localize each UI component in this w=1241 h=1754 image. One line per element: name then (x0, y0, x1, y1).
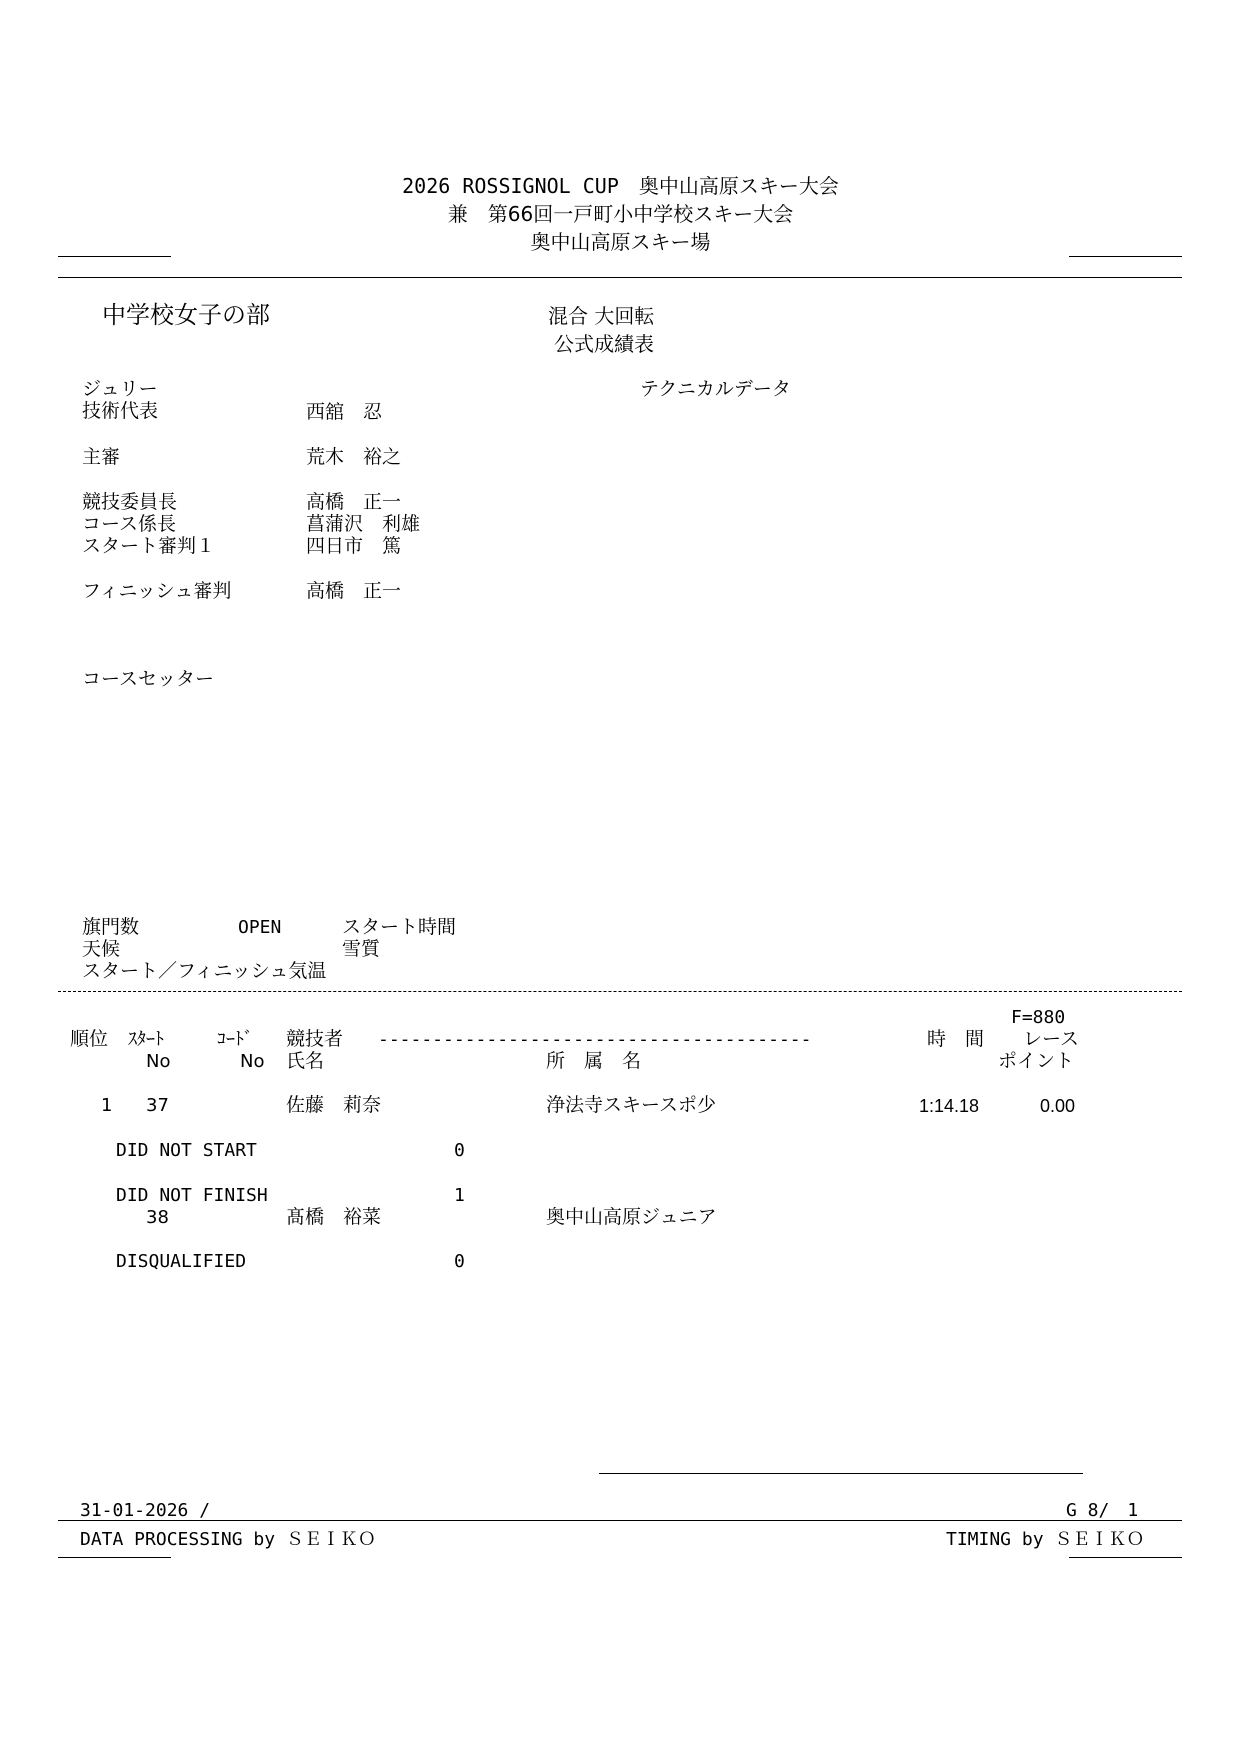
header-right-rule (1069, 256, 1182, 257)
result-time: 1:14.18 (919, 1096, 980, 1116)
column-rank: 順位 (70, 1028, 109, 1050)
jury-label: コース係長 (82, 513, 177, 535)
jury-label: スタート審判１ (82, 535, 216, 557)
course-setter-label: コースセッター (82, 668, 215, 690)
result-bib: 37 (146, 1095, 169, 1116)
column-race: レース (1023, 1028, 1080, 1050)
column-code-no: No (240, 1051, 265, 1072)
technical-data-title: テクニカルデータ (640, 378, 791, 400)
jury-title: ジュリー (82, 378, 158, 400)
dnf-bib: 38 (146, 1207, 169, 1228)
column-dashes: ---------------------------------------- (378, 1029, 812, 1050)
column-competitor: 競技者 (286, 1028, 344, 1050)
temperature-label: スタート／フィニッシュ気温 (82, 960, 327, 982)
column-club: 所 属 名 (546, 1050, 642, 1072)
jury-label: 技術代表 (82, 400, 159, 422)
result-name: 佐藤 莉奈 (286, 1094, 382, 1116)
result-rank: 1 (101, 1095, 113, 1116)
column-start-no: No (146, 1051, 171, 1072)
footer-data-processing: DATA PROCESSING by ＳＥＩＫＯ (80, 1529, 376, 1550)
dns-label: DID NOT START (116, 1140, 257, 1161)
jury-name: 荒木 裕之 (306, 446, 402, 468)
column-points: ポイント (998, 1050, 1075, 1072)
dnf-label: DID NOT FINISH (116, 1185, 268, 1206)
jury-name: 西舘 忍 (306, 401, 383, 423)
header-left-rule (58, 256, 171, 257)
f-value: F=880 (1011, 1007, 1066, 1028)
category-title: 中学校女子の部 (102, 301, 270, 329)
dns-count: 0 (454, 1140, 465, 1161)
gates-value: OPEN (238, 917, 282, 938)
jury-label: 競技委員長 (82, 491, 178, 513)
gates-label: 旗門数 (82, 916, 140, 938)
result-points: 0.00 (1040, 1096, 1076, 1116)
column-code: ｺｰﾄﾞ (217, 1029, 253, 1050)
footer-date: 31-01-2026 / (80, 1500, 211, 1521)
dnf-count: 1 (454, 1185, 465, 1206)
header-line-1: 2026 ROSSIGNOL CUP 奥中山高原スキー大会 (402, 174, 839, 198)
footer-left-rule (58, 1557, 171, 1558)
event-title: 混合 大回転 (548, 304, 655, 328)
column-start: ｽﾀｰﾄ (128, 1029, 164, 1050)
snow-label: 雪質 (342, 938, 381, 960)
header-line-3: 奥中山高原スキー場 (530, 230, 711, 254)
footer-right-rule (1069, 1557, 1182, 1558)
column-time: 時 間 (927, 1028, 985, 1050)
weather-label: 天候 (82, 938, 121, 960)
jury-label: 主審 (82, 446, 121, 468)
footer-timing: TIMING by ＳＥＩＫＯ (946, 1529, 1145, 1550)
jury-name: 高橋 正一 (306, 580, 402, 602)
dsq-label: DISQUALIFIED (116, 1251, 247, 1272)
event-subtitle: 公式成績表 (554, 332, 654, 356)
section-dashed-divider (58, 991, 1182, 992)
dnf-club: 奥中山高原ジュニア (546, 1206, 717, 1228)
jury-name: 高橋 正一 (306, 491, 402, 513)
jury-name: 菖蒲沢 利雄 (306, 513, 421, 535)
jury-name: 四日市 篤 (306, 535, 402, 557)
footer-divider (58, 1520, 1182, 1521)
footer-page: G 8/ 1 (1066, 1500, 1139, 1521)
start-time-label: スタート時間 (342, 916, 457, 938)
header-divider (58, 277, 1182, 278)
header-line-2: 兼 第66回一戸町小中学校スキー大会 (447, 202, 794, 226)
dnf-name: 髙橋 裕菜 (286, 1206, 382, 1228)
signature-line (599, 1473, 1083, 1474)
column-name: 氏名 (286, 1050, 325, 1072)
dsq-count: 0 (454, 1251, 465, 1272)
jury-label: フィニッシュ審判 (82, 580, 232, 602)
result-club: 浄法寺スキースポ少 (546, 1094, 717, 1116)
